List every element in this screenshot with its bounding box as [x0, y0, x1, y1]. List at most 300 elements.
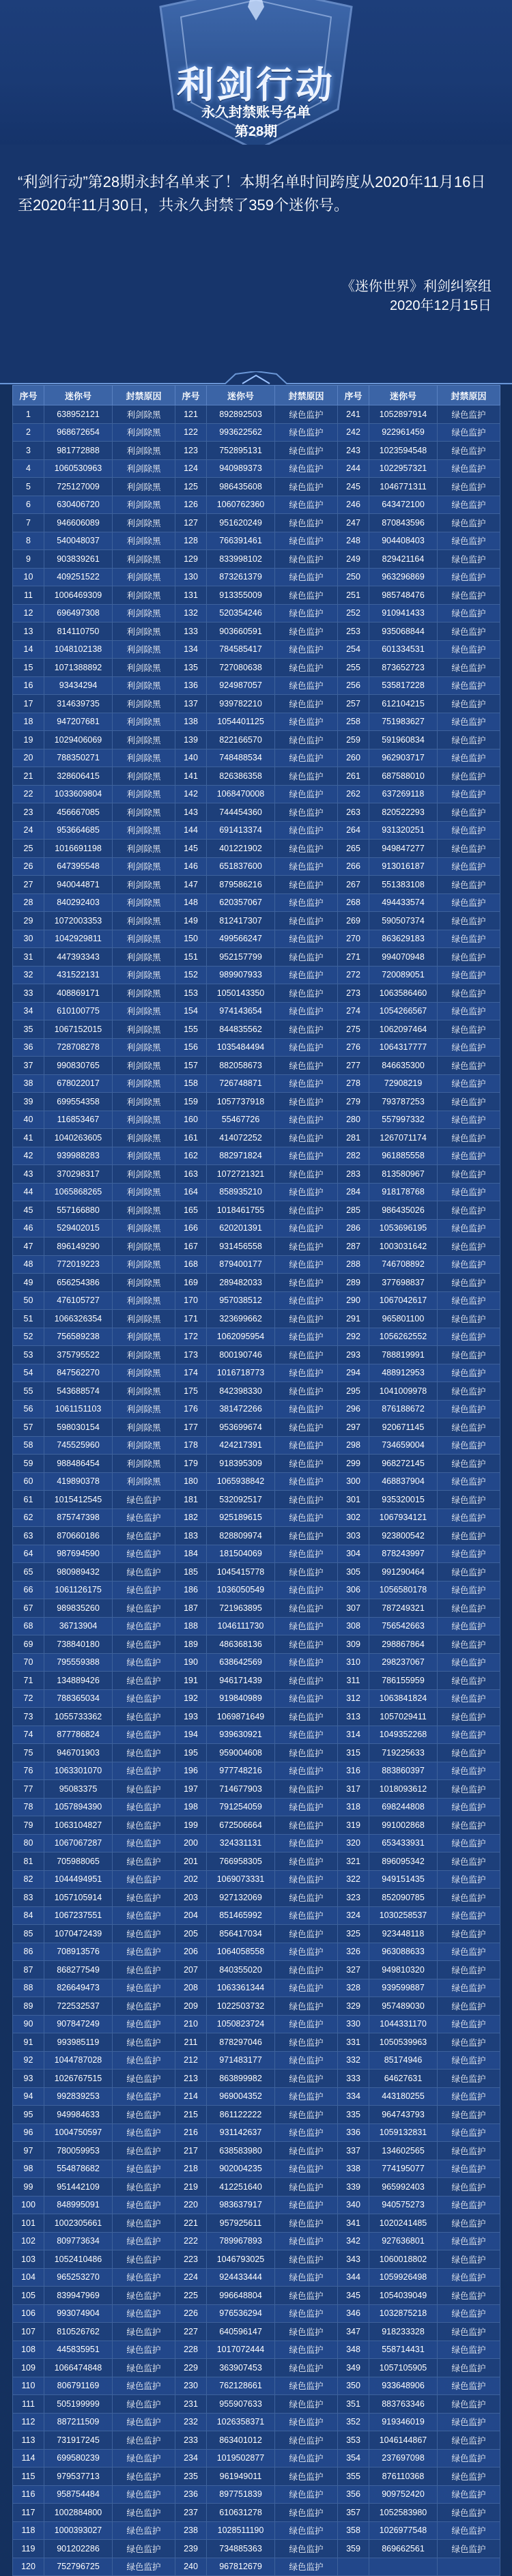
table-row: [13, 586, 500, 605]
table-cell: 绿色监护: [275, 2540, 338, 2558]
table-cell: 绿色监护: [275, 2504, 338, 2522]
table-cell: 190: [175, 1653, 207, 1672]
table-cell: 424217391: [207, 1436, 275, 1455]
table-cell: 绿色监护: [438, 1400, 500, 1418]
table-cell: 1035484494: [207, 1038, 275, 1057]
table-cell: 利剑除黑: [113, 1111, 175, 1129]
table-cell: 328606415: [44, 767, 113, 786]
table-cell: 绿色监护: [113, 1491, 175, 1509]
table-cell: 82: [13, 1870, 44, 1889]
table-cell: 利剑除黑: [113, 1201, 175, 1220]
table-cell: 1050539963: [369, 2033, 438, 2052]
table-cell: 61: [13, 1491, 44, 1509]
table-cell: 341: [338, 2214, 369, 2233]
table-cell: 179: [175, 1455, 207, 1473]
table-cell: 绿色监护: [438, 1889, 500, 1907]
table-row: [13, 1672, 500, 1690]
table-cell: 173: [175, 1346, 207, 1364]
table-cell: 绿色监护: [438, 803, 500, 822]
table-cell: 913355009: [207, 586, 275, 605]
table-cell: 绿色监护: [275, 876, 338, 894]
table-row: [13, 803, 500, 822]
table-cell: 814110750: [44, 622, 113, 641]
table-cell: 882058673: [207, 1057, 275, 1075]
table-cell: 8: [13, 532, 44, 550]
table-row: [13, 876, 500, 894]
table-cell: 708913576: [44, 1943, 113, 1961]
table-cell: 303: [338, 1527, 369, 1545]
table-cell: 利剑除黑: [113, 785, 175, 803]
table-cell: 绿色监护: [438, 2504, 500, 2522]
table-cell: 178: [175, 1436, 207, 1455]
table-cell: 124: [175, 459, 207, 478]
table-cell: 绿色监护: [275, 2341, 338, 2359]
table-cell: 94: [13, 2087, 44, 2106]
table-cell: 5: [13, 478, 44, 496]
table-cell: 1016691198: [44, 840, 113, 858]
table-cell: 利剑除黑: [113, 514, 175, 532]
table-cell: 288: [338, 1255, 369, 1274]
table-cell: 绿色监护: [438, 2287, 500, 2305]
table-cell: 114: [13, 2449, 44, 2467]
table-cell: 298: [338, 1436, 369, 1455]
table-cell: 36: [13, 1038, 44, 1057]
table-cell: 370298317: [44, 1165, 113, 1184]
ban-list-table-wrap: [0, 385, 512, 2576]
table-cell: 116853467: [44, 1111, 113, 1129]
table-cell: 129: [175, 550, 207, 569]
table-cell: 283: [338, 1165, 369, 1184]
table-cell: 利剑除黑: [113, 1328, 175, 1346]
table-cell: 91: [13, 2033, 44, 2052]
table-cell: 44: [13, 1183, 44, 1201]
table-cell: 绿色监护: [275, 496, 338, 514]
table-cell: 绿色监护: [275, 1002, 338, 1020]
table-cell: 961949011: [207, 2467, 275, 2486]
table-cell: 绿色监护: [438, 840, 500, 858]
table-cell: 29: [13, 912, 44, 930]
table-cell: 202: [175, 1870, 207, 1889]
table-cell: 227: [175, 2323, 207, 2341]
table-cell: 绿色监护: [113, 2287, 175, 2305]
table-cell: 896149290: [44, 1237, 113, 1256]
table-cell: 1072003353: [44, 912, 113, 930]
table-cell: 253: [338, 622, 369, 641]
column-header: 迷你号: [44, 386, 113, 405]
table-cell: 952157799: [207, 948, 275, 967]
table-cell: 绿色监护: [113, 2178, 175, 2196]
table-cell: 1046111730: [207, 1617, 275, 1635]
table-cell: 1060018802: [369, 2250, 438, 2269]
table-cell: 189: [175, 1635, 207, 1654]
table-cell: 300: [338, 1472, 369, 1491]
table-cell: 57: [13, 1418, 44, 1437]
table-cell: 260: [338, 749, 369, 767]
table-cell: 529402015: [44, 1219, 113, 1237]
table-cell: 112: [13, 2413, 44, 2431]
table-cell: 绿色监护: [438, 1382, 500, 1401]
table-cell: 绿色监护: [438, 2377, 500, 2395]
table-cell: 951620249: [207, 514, 275, 532]
table-cell: 752796725: [44, 2558, 113, 2576]
table-cell: 绿色监护: [113, 2431, 175, 2450]
table-cell: 54: [13, 1364, 44, 1382]
table-cell: 1040263605: [44, 1129, 113, 1147]
table-cell: 86: [13, 1943, 44, 1961]
table-cell: 绿色监护: [275, 1943, 338, 1961]
table-cell: 18: [13, 713, 44, 731]
table-cell: 106: [13, 2304, 44, 2323]
table-cell: 352: [338, 2413, 369, 2431]
table-cell: 绿色监护: [275, 857, 338, 876]
table-cell: 139: [175, 731, 207, 749]
table-cell: 244: [338, 459, 369, 478]
table-cell: 绿色监护: [438, 2395, 500, 2414]
table-cell: 185: [175, 1563, 207, 1582]
table-cell: 绿色监护: [113, 1726, 175, 1744]
table-cell: 绿色监护: [113, 2521, 175, 2540]
table-cell: 绿色监护: [438, 1111, 500, 1129]
table-cell: 1057105914: [44, 1889, 113, 1907]
table-cell: 绿色监护: [275, 767, 338, 786]
table-cell: 630406720: [44, 496, 113, 514]
table-cell: 11: [13, 586, 44, 605]
table-cell: 126: [175, 496, 207, 514]
table-cell: 810526762: [44, 2323, 113, 2341]
table-cell: 1072721321: [207, 1165, 275, 1184]
table-cell: 591960834: [369, 731, 438, 749]
table-cell: 绿色监护: [275, 1436, 338, 1455]
table-cell: 绿色监护: [438, 2304, 500, 2323]
table-cell: 绿色监护: [438, 1346, 500, 1364]
table-cell: 62: [13, 1508, 44, 1527]
table-cell: 绿色监护: [275, 731, 338, 749]
table-cell: 144: [175, 821, 207, 840]
table-cell: 168: [175, 1255, 207, 1274]
table-cell: 1050823724: [207, 2015, 275, 2033]
table-cell: 205: [175, 1925, 207, 1943]
table-cell: 绿色监护: [438, 514, 500, 532]
table-cell: 924987057: [207, 676, 275, 695]
column-header: 封禁原因: [438, 386, 500, 405]
table-cell: 137: [175, 695, 207, 713]
table-row: [13, 1635, 500, 1654]
table-cell: 绿色监护: [438, 1961, 500, 1979]
table-cell: 844835562: [207, 1020, 275, 1039]
table-cell: 97: [13, 2142, 44, 2160]
table-cell: 878243997: [369, 1545, 438, 1563]
table-cell: 215: [175, 2106, 207, 2124]
table-cell: 951442109: [44, 2178, 113, 2196]
table-cell: 217: [175, 2142, 207, 2160]
table-cell: 186: [175, 1581, 207, 1599]
table-row: [13, 1925, 500, 1943]
table-cell: 167: [175, 1237, 207, 1256]
table-row: [13, 1961, 500, 1979]
table-cell: 875747398: [44, 1508, 113, 1527]
table-cell: 142: [175, 785, 207, 803]
table-cell: 990830765: [44, 1057, 113, 1075]
table-cell: 34: [13, 1002, 44, 1020]
table-cell: 72: [13, 1689, 44, 1708]
table-cell: 269: [338, 912, 369, 930]
table-cell: 113: [13, 2431, 44, 2450]
table-cell: 绿色监护: [438, 586, 500, 605]
table-cell: 89: [13, 1997, 44, 2016]
table-cell: 4: [13, 459, 44, 478]
table-cell: 299: [338, 1455, 369, 1473]
table-cell: 868277549: [44, 1961, 113, 1979]
table-cell: 68: [13, 1617, 44, 1635]
table-cell: 1046144867: [369, 2431, 438, 2450]
table-row: [13, 423, 500, 442]
table-cell: 90: [13, 2015, 44, 2033]
table-cell: 1054401125: [207, 713, 275, 731]
table-cell: 343: [338, 2250, 369, 2269]
table-cell: 647395548: [44, 857, 113, 876]
table-cell: 840355020: [207, 1961, 275, 1979]
table-cell: 绿色监护: [438, 1545, 500, 1563]
table-cell: 37: [13, 1057, 44, 1075]
table-cell: 348: [338, 2341, 369, 2359]
table-cell: 利剑除黑: [113, 568, 175, 586]
table-cell: 147: [175, 876, 207, 894]
table-cell: 绿色监护: [275, 2070, 338, 2088]
table-cell: 绿色监护: [113, 2087, 175, 2106]
table-cell: 绿色监护: [438, 821, 500, 840]
table-cell: 766391461: [207, 532, 275, 550]
table-cell: 绿色监护: [438, 2087, 500, 2106]
table-cell: 71: [13, 1672, 44, 1690]
table-row: [13, 568, 500, 586]
table-cell: 851465992: [207, 1906, 275, 1925]
table-cell: 939782210: [207, 695, 275, 713]
table-cell: 利剑除黑: [113, 731, 175, 749]
table-cell: 140: [175, 749, 207, 767]
table-row: [13, 2033, 500, 2052]
table-cell: 利剑除黑: [113, 1382, 175, 1401]
table-cell: 绿色监护: [275, 2467, 338, 2486]
table-cell: 247: [338, 514, 369, 532]
table-row: [13, 2087, 500, 2106]
table-cell: 957489030: [369, 1997, 438, 2016]
table-cell: 643472100: [369, 496, 438, 514]
table-cell: 77: [13, 1780, 44, 1799]
table-cell: 612104215: [369, 695, 438, 713]
table-cell: 726748871: [207, 1074, 275, 1093]
table-cell: 绿色监护: [275, 2449, 338, 2467]
table-cell: 绿色监护: [275, 1201, 338, 1220]
table-cell: 绿色监护: [275, 2232, 338, 2250]
table-cell: 640596147: [207, 2323, 275, 2341]
table-row: [13, 496, 500, 514]
table-cell: 505199999: [44, 2395, 113, 2414]
table-cell: 349: [338, 2359, 369, 2377]
table-cell: 1049352268: [369, 1726, 438, 1744]
table-cell: 939988283: [44, 1147, 113, 1165]
table-cell: 315: [338, 1744, 369, 1762]
table-cell: 利剑除黑: [113, 676, 175, 695]
table-cell: 绿色监护: [438, 2268, 500, 2287]
table-cell: 986435026: [369, 1201, 438, 1220]
table-cell: 绿色监护: [438, 2214, 500, 2233]
table-cell: 1067152015: [44, 1020, 113, 1039]
table-cell: 734885363: [207, 2540, 275, 2558]
table-cell: 绿色监护: [113, 2123, 175, 2142]
table-cell: 绿色监护: [113, 1889, 175, 1907]
table-cell: 绿色监护: [438, 405, 500, 424]
table-cell: 绿色监护: [275, 2359, 338, 2377]
table-cell: 856417034: [207, 1925, 275, 1943]
table-cell: 188: [175, 1617, 207, 1635]
table-cell: 75: [13, 1744, 44, 1762]
table-cell: 利剑除黑: [113, 442, 175, 460]
table-cell: 308: [338, 1617, 369, 1635]
table-cell: 1018093612: [369, 1780, 438, 1799]
table-cell: 绿色监护: [438, 2178, 500, 2196]
table-cell: 绿色监护: [113, 2214, 175, 2233]
table-cell: 绿色监护: [438, 1943, 500, 1961]
table-cell: 1026358371: [207, 2413, 275, 2431]
table-cell: 235: [175, 2467, 207, 2486]
table-cell: 1068470008: [207, 785, 275, 803]
table-cell: 41: [13, 1129, 44, 1147]
table-cell: 870843596: [369, 514, 438, 532]
table-cell: 540048037: [44, 532, 113, 550]
table-row: [13, 2287, 500, 2305]
table-cell: 绿色监护: [438, 2232, 500, 2250]
table-cell: 1060762360: [207, 496, 275, 514]
table-row: [13, 1997, 500, 2016]
table-cell: 271: [338, 948, 369, 967]
table-row: [13, 659, 500, 677]
table-cell: 绿色监护: [113, 1527, 175, 1545]
table-cell: 绿色监护: [275, 459, 338, 478]
table-row: [13, 1653, 500, 1672]
table-cell: 绿色监护: [275, 821, 338, 840]
table-cell: 绿色监护: [438, 550, 500, 569]
table-cell: 80: [13, 1834, 44, 1852]
table-cell: 353: [338, 2431, 369, 2450]
table-cell: 绿色监护: [438, 984, 500, 1003]
table-cell: 1041009978: [369, 1382, 438, 1401]
table-cell: 738840180: [44, 1635, 113, 1654]
table-cell: 638642569: [207, 1653, 275, 1672]
table-cell: 116: [13, 2485, 44, 2504]
table-cell: 902004235: [207, 2160, 275, 2178]
table-cell: 316: [338, 1762, 369, 1780]
table-cell: 809773634: [44, 2232, 113, 2250]
table-cell: 842398330: [207, 1382, 275, 1401]
column-header: 序号: [338, 386, 369, 405]
table-cell: 221: [175, 2214, 207, 2233]
table-cell: 绿色监护: [275, 442, 338, 460]
table-cell: 36713904: [44, 1617, 113, 1635]
table-cell: 313: [338, 1708, 369, 1726]
table-cell: 330: [338, 2015, 369, 2033]
table-cell: 110: [13, 2377, 44, 2395]
table-cell: 绿色监护: [438, 1816, 500, 1835]
page-title: 利剑行动: [177, 63, 335, 106]
table-cell: 980989432: [44, 1563, 113, 1582]
table-row: [13, 2268, 500, 2287]
table-cell: 利剑除黑: [113, 1455, 175, 1473]
table-cell: 789967893: [207, 2232, 275, 2250]
table-cell: 33: [13, 984, 44, 1003]
table-row: [13, 966, 500, 984]
signature-date: 2020年12月15日: [390, 298, 492, 313]
column-header: 封禁原因: [275, 386, 338, 405]
table-cell: 847562270: [44, 1364, 113, 1382]
intro-section: [0, 145, 512, 371]
table-cell: 317: [338, 1780, 369, 1799]
table-cell: 绿色监护: [438, 1328, 500, 1346]
table-cell: 123: [175, 442, 207, 460]
table-cell: 绿色监护: [113, 1672, 175, 1690]
table-cell: 绿色监护: [275, 2287, 338, 2305]
table-cell: 绿色监护: [275, 966, 338, 984]
table-cell: 892892503: [207, 405, 275, 424]
table-cell: 136: [175, 676, 207, 695]
table-cell: 96: [13, 2123, 44, 2142]
table-cell: 243: [338, 442, 369, 460]
table-cell: 绿色监护: [275, 1852, 338, 1871]
table-cell: 1042929811: [44, 930, 113, 948]
table-cell: 10: [13, 568, 44, 586]
table-cell: 利剑除黑: [113, 1400, 175, 1418]
table-cell: 184: [175, 1545, 207, 1563]
table-cell: 绿色监护: [275, 622, 338, 641]
table-row: [13, 1689, 500, 1708]
table-cell: 557997332: [369, 1111, 438, 1129]
table-row: [13, 1870, 500, 1889]
table-cell: 绿色监护: [275, 1400, 338, 1418]
table-cell: 绿色监护: [438, 676, 500, 695]
table-cell: 993985119: [44, 2033, 113, 2052]
table-cell: 绿色监护: [275, 1219, 338, 1237]
table-cell: 绿色监护: [113, 1943, 175, 1961]
table-cell: 296: [338, 1400, 369, 1418]
table-cell: 绿色监护: [275, 586, 338, 605]
table-cell: 181: [175, 1491, 207, 1509]
table-cell: 728708278: [44, 1038, 113, 1057]
table-cell: 992839253: [44, 2087, 113, 2106]
table-cell: 132: [175, 604, 207, 622]
table-cell: 918178768: [369, 1183, 438, 1201]
table-cell: 820522293: [369, 803, 438, 822]
table-cell: 绿色监护: [275, 713, 338, 731]
table-cell: 39: [13, 1093, 44, 1111]
table-cell: 1067067287: [44, 1834, 113, 1852]
table-cell: 绿色监护: [275, 1961, 338, 1979]
table-cell: 绿色监护: [275, 1418, 338, 1437]
table-cell: 355: [338, 2467, 369, 2486]
table-cell: 绿色监护: [275, 2033, 338, 2052]
table-cell: 829421164: [369, 550, 438, 569]
table-cell: 192: [175, 1689, 207, 1708]
table-cell: 233: [175, 2431, 207, 2450]
table-cell: 275: [338, 1020, 369, 1039]
column-header: 迷你号: [207, 386, 275, 405]
table-body: [13, 405, 500, 2576]
table-cell: 989907933: [207, 966, 275, 984]
table-cell: 绿色监护: [113, 1689, 175, 1708]
table-cell: 绿色监护: [275, 1328, 338, 1346]
table-cell: 78: [13, 1798, 44, 1816]
table-cell: 绿色监护: [438, 695, 500, 713]
table-cell: 964743793: [369, 2106, 438, 2124]
table-cell: 246: [338, 496, 369, 514]
